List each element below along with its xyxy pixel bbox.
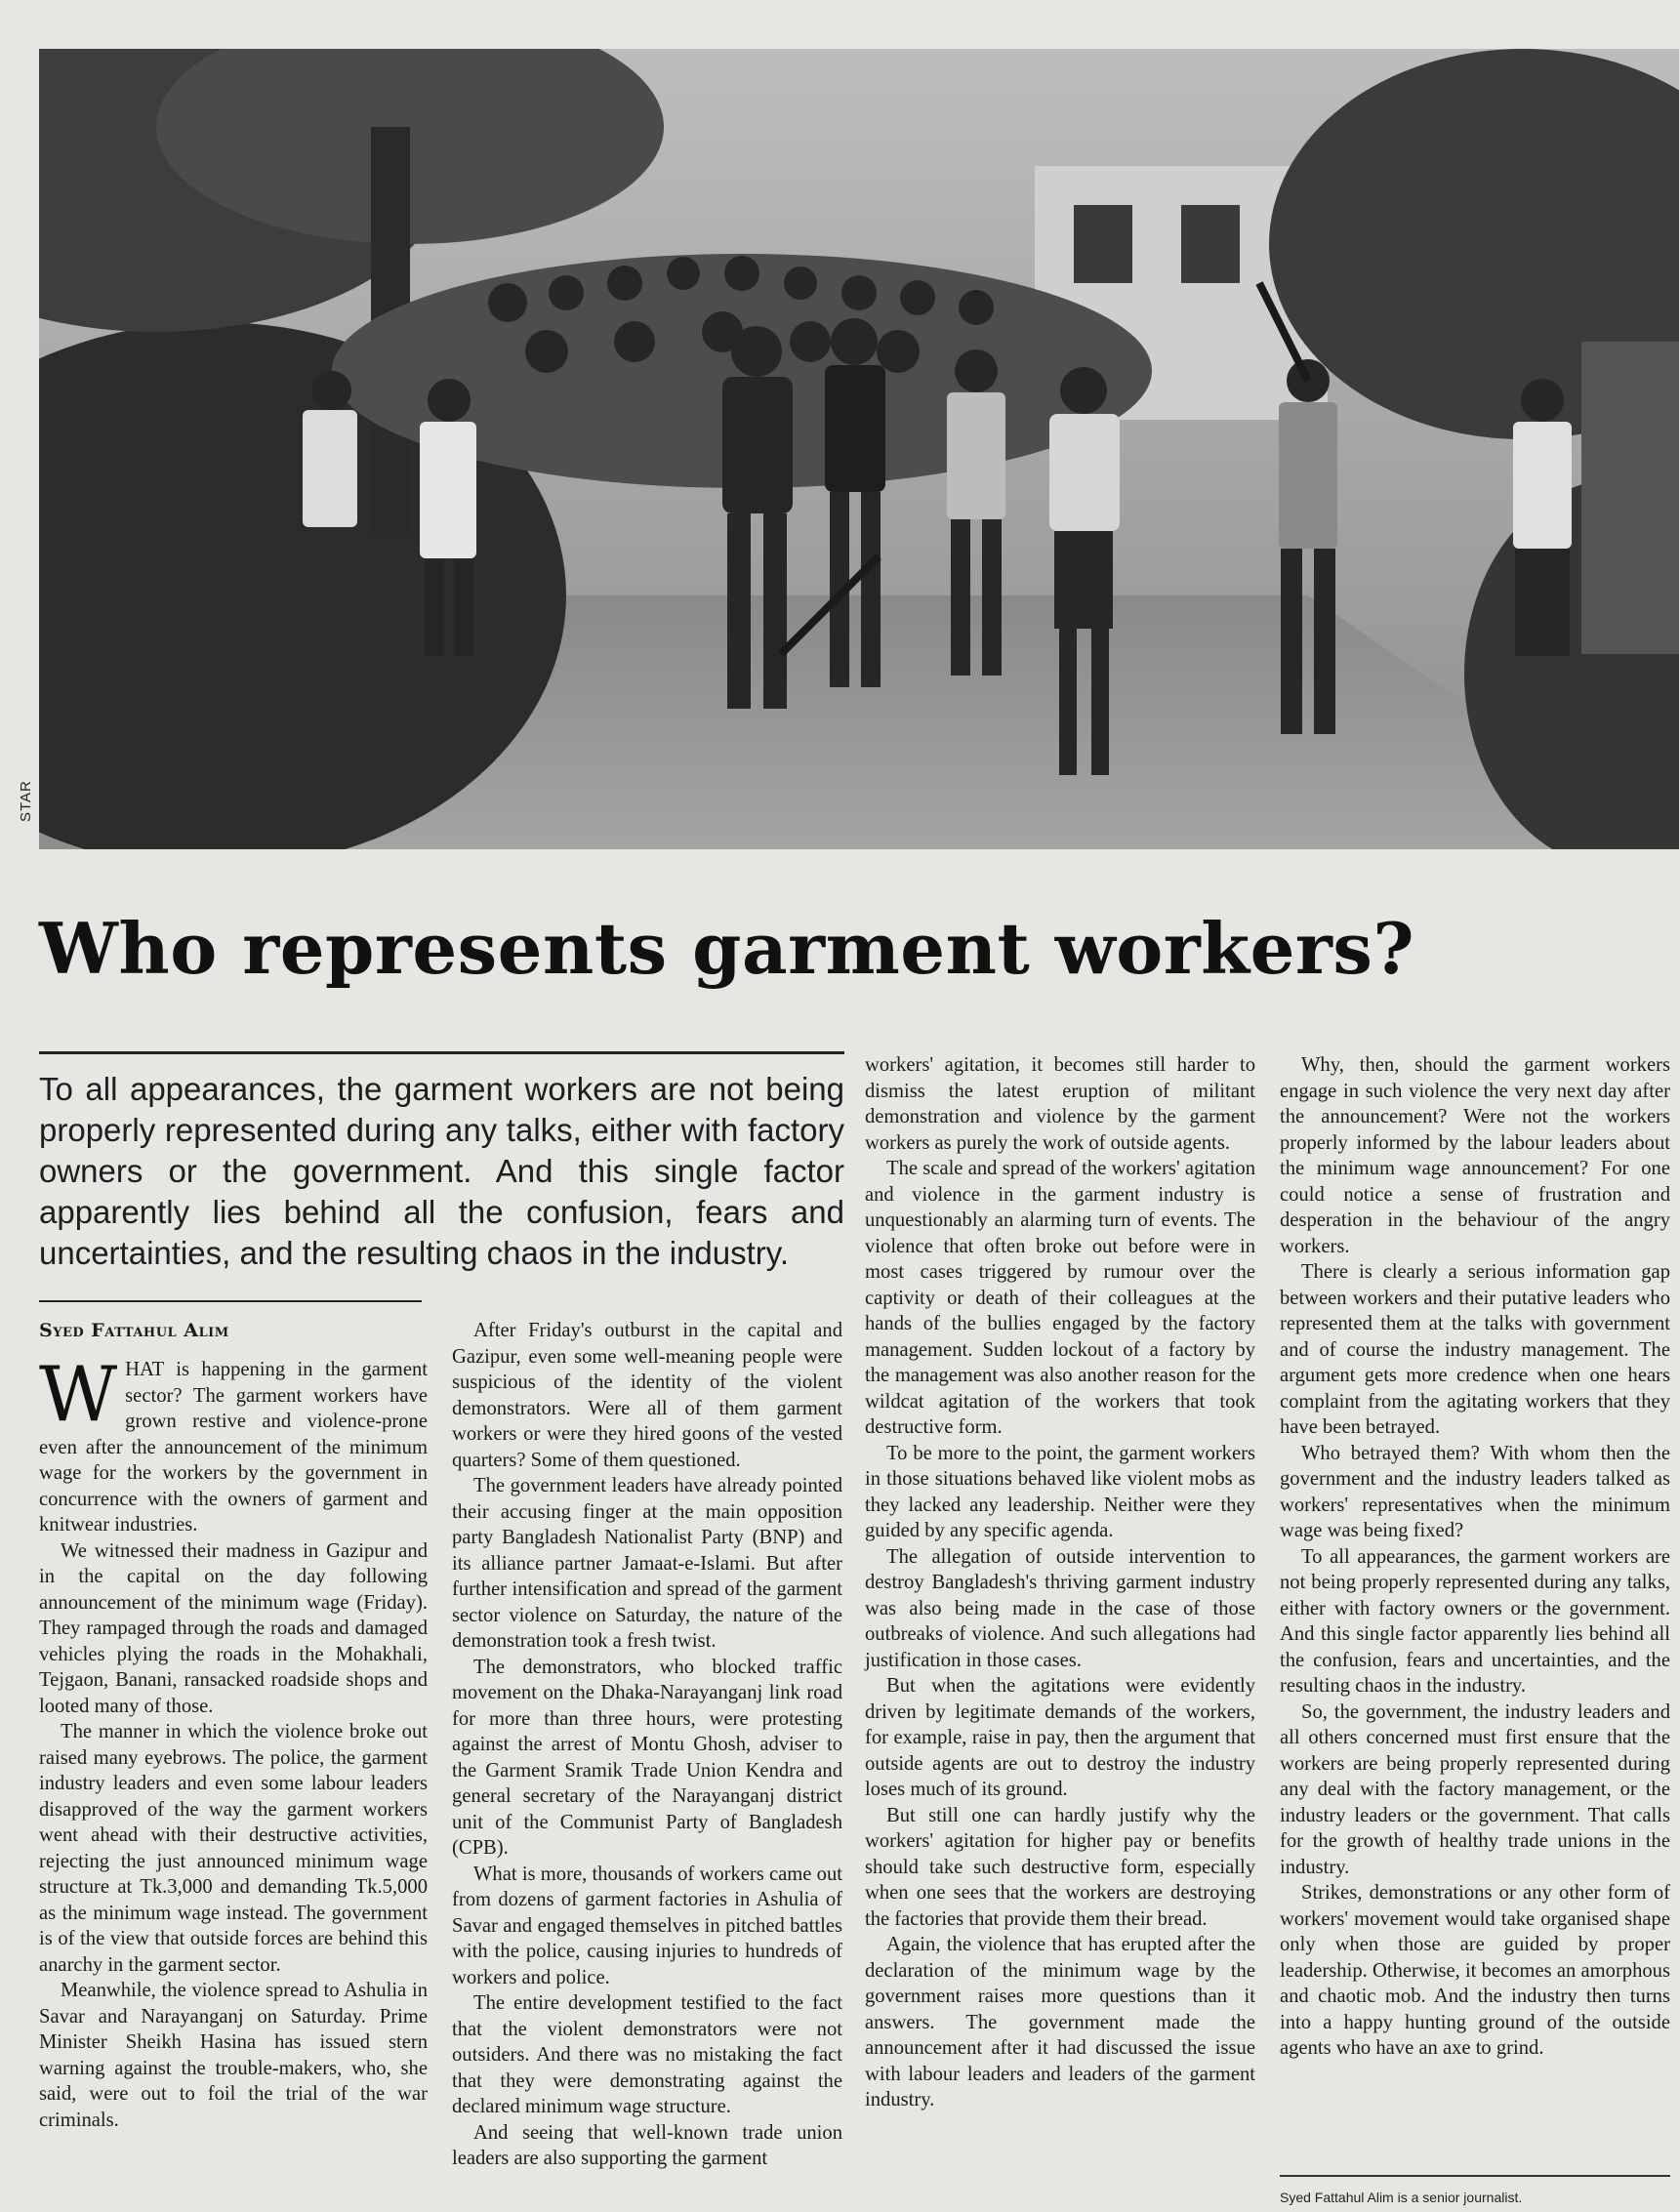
paragraph: After Friday's outburst in the capital and Gazipur, even some well-meaning people were suspicious of the identity of the violent demonstrators. Were all of them garment workers or were they hired goons of the vested quarters? Some of them questioned. xyxy=(452,1320,842,1471)
paragraph: What is more, thousands of workers came out from dozens of garment factories in Ashulia of Savar and engaged themselves in pitched battles with the police, causing injuries to hundreds of workers and police. xyxy=(452,1863,842,1988)
paragraph: The manner in which the violence broke out raised many eyebrows. The police, the garment industry leaders and even some labour leaders disapproved of the way the garment workers went ahead with their destructive activities, rejecting the just announced minimum wage structure at Tk.3,000 and demanding Tk.5,000 as the minimum wage instead. The government is of the view that outside forces are behind this anarchy in the garment sector. xyxy=(39,1721,428,1976)
drop-cap: W xyxy=(39,1351,118,1439)
article-column-3 xyxy=(865,1052,1255,2113)
paragraph: The scale and spread of the workers' agitation and violence in the garment industry is unquestionably an alarming turn of events. The violence that often broke out before were in most cases triggered by rumour over the captivity or death of their colleagues at the hands of the bullies engaged by the factory management. Sudden lockout of a factory by the management was also another reason for the wildcat agitation of the workers that took destructive form. xyxy=(865,1158,1255,1438)
paragraph: And seeing that well-known trade union leaders are also supporting the garment xyxy=(452,2121,842,2169)
divider xyxy=(1280,2175,1670,2177)
standfirst: To all appearances, the garment workers are not being properly represented during any talks, either with factory owners or the government. And this single factor apparently lies behind all the confusion, fears and uncertainties, and the resulting chaos in the industry. xyxy=(39,1071,844,1271)
paragraph: So, the government, the industry leaders and all others concerned must first ensure that the workers are being properly represented during any deal with the factory management, or the industry leaders or the government. That calls for the growth of healthy trade unions in the industry. xyxy=(1280,1700,1670,1878)
paragraph: The entire development testified to the fact that the violent demonstrators were not outsiders. And there was no mistaking the fact that they were demonstrating against the declared minimum wage structure. xyxy=(452,1992,842,2117)
article-column-1 xyxy=(39,1351,428,2133)
article-column-4 xyxy=(1280,1052,1670,2062)
paragraph: HAT is happening in the garment sector? The garment workers have grown restive and violence-prone even after the announcement of the minimum wage for the workers by the government in concurrence with the owners of garment and knitwear industries. xyxy=(39,1359,428,1536)
byline: Syed Fattahul Alim xyxy=(39,1320,229,1341)
paragraph: Meanwhile, the violence spread to Ashulia in Savar and Narayanganj on Saturday. Prime Minister Sheikh Hasina has issued stern warning against the trouble-makers, who, she said, were out to foil the trial of the war criminals. xyxy=(39,1980,428,2131)
crowd-photo xyxy=(39,49,1679,849)
paragraph: But still one can hardly justify why the workers' agitation for higher pay or benefits should take such destructive form, especially when one sees that the workers are destroying the factories that provide them their bread. xyxy=(865,1804,1255,1930)
paragraph: We witnessed their madness in Gazipur and in the capital on the day following announcement of the minimum wage (Friday). They rampaged through the roads and damaged vehicles plying the roads in the Mohakhali, Tejgaon, Banani, ransacked roadside shops and looted many of those. xyxy=(39,1539,428,1717)
paragraph: But when the agitations were evidently driven by legitimate demands of the workers, for example, raise in pay, then the argument that outside agents are out to destroy the industry loses much of its ground. xyxy=(865,1675,1255,1800)
divider xyxy=(39,1300,422,1302)
photo-illustration xyxy=(39,49,1679,849)
headline: Who represents garment workers? xyxy=(39,907,1415,990)
paragraph: To be more to the point, the garment workers in those situations behaved like violent mobs as they lacked any leadership. Neither were they guided by any specific agenda. xyxy=(865,1442,1255,1541)
divider xyxy=(39,1051,844,1054)
photo-credit: STAR xyxy=(18,780,34,822)
paragraph: Why, then, should the garment workers engage in such violence the very next day after the announcement? Were not the workers properly informed by the labour leaders about the minimum wage announcement? For one could notice a sense of frustration and desperation in the behaviour of the angry workers. xyxy=(1280,1054,1670,1257)
article-column-2 xyxy=(452,1318,842,2172)
paragraph: There is clearly a serious information gap between workers and their putative leaders who represented them at the talks with government and of course the industry management. The argument gets more credence when one hears complaint from the agitating workers that they have been betrayed. xyxy=(1280,1261,1670,1438)
paragraph: The government leaders have already pointed their accusing finger at the main opposition party Bangladesh Nationalist Party (BNP) and its alliance partner Jamaat-e-Islami. But after further intensification and spread of the garment sector violence on Saturday, the nature of the demonstration took a fresh twist. xyxy=(452,1475,842,1652)
paragraph: Strikes, demonstrations or any other form of workers' movement would take organised shape only when those are guided by proper leadership. Otherwise, it becomes an amorphous and chaotic mob. And the industry then turns into a happy hunting ground of the outside agents who have an axe to grind. xyxy=(1280,1882,1670,2059)
paragraph: The demonstrators, who blocked traffic movement on the Dhaka-Narayanganj link road for more than three hours, were protesting against the arrest of Montu Ghosh, adviser to the Garment Sramik Trade Union Kendra and general secretary of the Narayanganj district unit of the Communist Party of Bangladesh (CPB). xyxy=(452,1656,842,1859)
paragraph: Again, the violence that has erupted after the declaration of the minimum wage by the government raises more questions than it answers. The government made the announcement after it had discussed the issue with labour leaders and leaders of the garment industry. xyxy=(865,1934,1255,2110)
paragraph: workers' agitation, it becomes still harder to dismiss the latest eruption of militant demonstration and violence by the garment workers as purely the work of outside agents. xyxy=(865,1054,1255,1154)
author-note: Syed Fattahul Alim is a senior journalist. xyxy=(1280,2190,1523,2205)
paragraph: The allegation of outside intervention to destroy Bangladesh's thriving garment industry was also being made in the case of those outbreaks of violence. And such allegations had justification in those cases. xyxy=(865,1545,1255,1671)
paragraph: To all appearances, the garment workers are not being properly represented during any talks, either with factory owners or the government. And this single factor apparently lies behind all the confusion, fears and uncertainties, and the resulting chaos in the industry. xyxy=(1280,1545,1670,1697)
paragraph: Who betrayed them? With whom then the government and the industry leaders talked as workers' representatives when the minimum wage was being fixed? xyxy=(1280,1442,1670,1541)
